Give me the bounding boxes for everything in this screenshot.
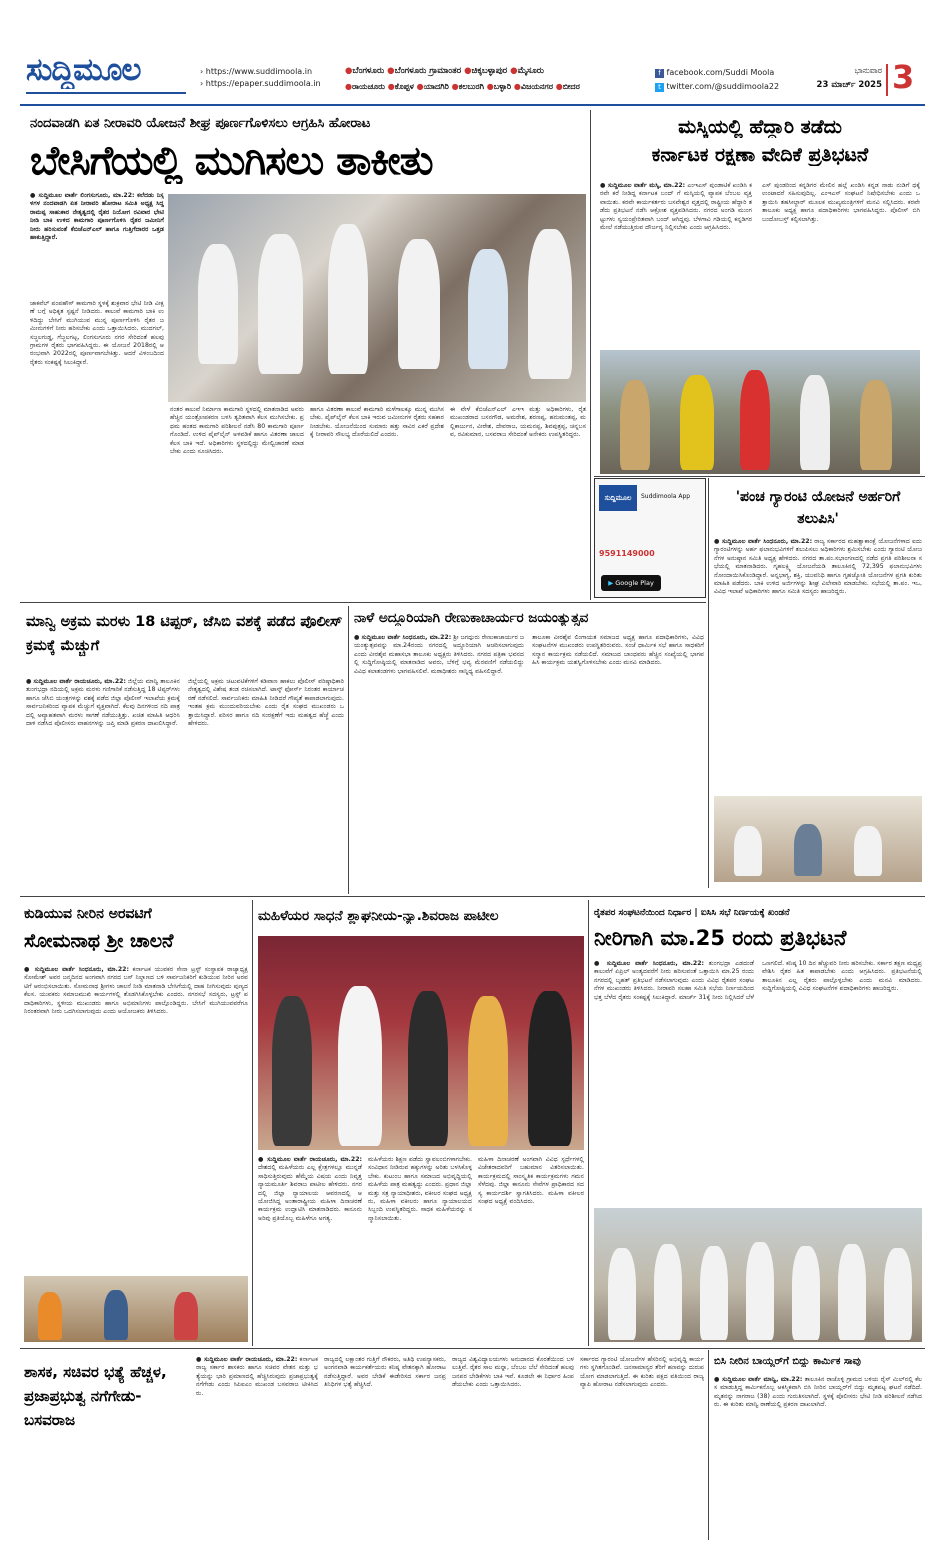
city-item[interactable]: ರಾಯಚೂರು [351, 82, 385, 91]
boiler-body: ● ಸುದ್ದಿಮೂಲ ವಾರ್ತೆ ಮಾನ್ವಿ, ಮಾ.22: ತಾಲೂಕಿನ ರಾಜೊಳ್ಳಿ ಗ್ರಾಮದ ಬಳಿಯ ರೈಸ್ ಮಿಲ್‌ನಲ್ಲಿ ಕೆಲಸ ಮಾಡುತ್ತಿದ್ದ ಕಾರ್ಮಿಕನೊಬ್ಬ ಆಕಸ್ಮಿಕವಾಗಿ ಬಿಸಿ ನೀರಿನ ಬಾಯ್ಲರ್‌ಗೆ ಬಿದ್ದು ಮೃತಪಟ್ಟ ಘಟನೆ ನಡೆದಿದೆ. ಮೃತನನ್ನು ನಾಗರಾಜ (38) ಎಂದು ಗುರುತಿಸಲಾಗಿದೆ. ಸ್ಥಳಕ್ಕೆ ಪೊಲೀಸರು ಭೇಟಿ ನೀಡಿ ಪರಿಶೀಲನೆ ನಡೆಸಿದರು. ಈ ಕುರಿತು ಮಾನ್ವಿ ಠಾಣೆಯಲ್ಲಿ ಪ್ರಕರಣ ದಾಖಲಾಗಿದೆ. [714, 1376, 922, 1409]
twitter-link[interactable]: twitter.com/@suddimoola22 [666, 82, 780, 91]
masthead-logo-underline [26, 92, 186, 94]
mla-headline: ಶಾಸಕ, ಸಚಿವರ ಭತ್ಯೆ ಹೆಚ್ಚಳ, ಪ್ರಜಾಪ್ರಭುತ್ವ ನಗೆಗೇಡು- ಬಸವರಾಜ [24, 1363, 167, 1429]
women-col-2: ಮಹಿಳೆಯರು ಶಿಕ್ಷಣ ಪಡೆದು ಸ್ವಾವಲಂಬಿಗಳಾಗಬೇಕು. ಸಂವಿಧಾನ ನೀಡಿರುವ ಹಕ್ಕುಗಳನ್ನು ಅರಿತು ಬಳಸಿಕೊಳ್ಳಬೇಕು. ಕುಟುಂಬ ಹಾಗೂ ಸಮಾಜದ ಅಭಿವೃದ್ಧಿಯಲ್ಲಿ ಮಹಿಳೆಯ ಪಾತ್ರ ಮಹತ್ವದ್ದು ಎಂದರು. ಪ್ರಧಾನ ಜಿಲ್ಲಾ ಮತ್ತು ಸತ್ರ ನ್ಯಾಯಾಧೀಶರು, ವಕೀಲರ ಸಂಘದ ಅಧ್ಯಕ್ಷರು, ಮಹಿಳಾ ವಕೀಲರು ಹಾಗೂ ನ್ಯಾಯಾಲಯದ ಸಿಬ್ಬಂದಿ ಉಪಸ್ಥಿತರಿದ್ದರು. ಸಾಧಕ ಮಹಿಳೆಯರನ್ನು ಸನ್ಮಾನಿಸಲಾಯಿತು. [368, 1156, 472, 1222]
city-item[interactable]: ಕೊಪ್ಪಳ [394, 82, 414, 91]
renuka-col-1: ● ಸುದ್ದಿಮೂಲ ವಾರ್ತೆ ಸಿಂಧನೂರು, ಮಾ.22: ಶ್ರೀ ಜಗದ್ಗುರು ರೇಣುಕಾಚಾರ್ಯರ ಜಯಂತ್ಯುತ್ಸವವನ್ನು ಮಾ.24ರಂದು ನಗರದಲ್ಲಿ ಅದ್ದೂರಿಯಾಗಿ ಆಚರಿಸಲಾಗುವುದು ಎಂದು ವೀರಶೈವ ಮಹಾಸಭಾ ತಾಲೂಕು ಅಧ್ಯಕ್ಷರು ತಿಳಿಸಿದರು. ನಗರದ ಪತ್ರಿಕಾ ಭವನದಲ್ಲಿ ಸುದ್ದಿಗೋಷ್ಠಿಯಲ್ಲಿ ಮಾತನಾಡಿದ ಅವರು, ಬೆಳಿಗ್ಗೆ ಭವ್ಯ ಮೆರವಣಿಗೆ ನಡೆಯಲಿದ್ದು ವಿವಿಧ ಕಲಾತಂಡಗಳು ಭಾಗವಹಿಸಲಿವೆ. ಮಠಾಧೀಶರು ಸಾನ್ನಿಧ್ಯ ವಹಿಸಲಿದ್ದಾರೆ. [354, 634, 524, 675]
lead-photo [168, 194, 586, 402]
women-photo [258, 936, 584, 1150]
divider [20, 896, 925, 897]
maski-story [594, 110, 925, 478]
city-item[interactable]: ಬೆಂಗಳೂರು ಗ್ರಾಮಾಂತರ [394, 66, 462, 76]
lead-col-2: ನಂತರ ಕಾಲುವೆ ನಿರ್ಮಾಣ ಕಾಮಗಾರಿ ಸ್ಥಳದಲ್ಲಿ ಮಾತನಾಡಿದ ಅವರು ಹೆಚ್ಚಿನ ಯಂತ್ರೋಪಕರಣ ಬಳಸಿ ತ್ವರಿತವಾಗಿ ಕೆಲಸ ಮುಗಿಸಬೇಕು. ಪ್ರಥಮ ಹಂತದ ಕಾಮಗಾರಿ ಪರಿಶೀಲನೆ ನಡೆಸಿ 80 ಕಾಮಗಾರಿ ಪೂರ್ಣಗೊಂಡಿದೆ. ಉಳಿದ ಪೈಪ್‌ಲೈನ್ ಅಳವಡಿಕೆ ಹಾಗೂ ವಿತರಣಾ ಜಾಲದ ಕೆಲಸ ಬಾಕಿ ಇದೆ. ಅಧಿಕಾರಿಗಳು ಸ್ಥಳದಲ್ಲಿದ್ದು ಮೇಲ್ವಿಚಾರಣೆ ಮಾಡಬೇಕು ಎಂದು ಸೂಚಿಸಿದರು. [170, 406, 304, 456]
mla-col-1: ● ಸುದ್ದಿಮೂಲ ವಾರ್ತೆ ರಾಯಚೂರು, ಮಾ.22: ಕರ್ನಾಟಕ ರಾಜ್ಯ ಸರ್ಕಾರ ಶಾಸಕರು ಹಾಗೂ ಸಚಿವರ ವೇತನ ಮತ್ತು ಭತ್ಯೆಯನ್ನು ಭಾರಿ ಪ್ರಮಾಣದಲ್ಲಿ ಹೆಚ್ಚಿಸಿರುವುದು ಪ್ರಜಾಪ್ರಭುತ್ವಕ್ಕೆ ನಗೆಗೇಡು ಎಂದು ಸಿಪಿಐಎಂ ಮುಖಂಡ ಬಸವರಾಜ ಟೀಕಿಸಿದರು. [196, 1356, 318, 1397]
divider [20, 602, 706, 603]
date-divider [886, 64, 888, 96]
renuka-byline: ● ಸುದ್ದಿಮೂಲ ವಾರ್ತೆ ಸಿಂಧನೂರು, ಮಾ.22: [354, 634, 452, 641]
lead-story [20, 110, 588, 600]
lead-byline: ● ಸುದ್ದಿಮೂಲ ವಾರ್ತೆ ಲಿಂಗಸುಗೂರು, ಮಾ.22: [30, 192, 135, 199]
city-item[interactable]: ಚಿಕ್ಕಬಳ್ಳಾಪುರ [471, 66, 508, 76]
ad-title: ಸುದ್ದಿಮೂಲ [599, 485, 637, 511]
mla-story [20, 1350, 706, 1540]
play-icon: ▶ [608, 579, 614, 587]
lead-intro: ● ಸುದ್ದಿಮೂಲ ವಾರ್ತೆ ಲಿಂಗಸುಗೂರು, ಮಾ.22: ಕಲೆದಡು ನಿಸ್ಸಳಗಳ ನಂದವಾಡಗಿ ಏತ ನೀರಾವರಿ ಹೋರಾಟ ಸಮಿತಿ ಅಧ್ಯಕ್ಷ ಸಿದ್ದರಾಮಪ್ಪ ಸಾಹುಕಾರ ನೇತೃತ್ವದಲ್ಲಿ ರೈತರ ನಿಯೋಗ ರವಿವಾರ ಭೇಟಿ ನೀಡಿ ಬಾಕಿ ಉಳಿದ ಕಾಮಗಾರಿ ಪೂರ್ಣಗೊಳಿಸಿ ರೈತರ ಜಮೀನಿಗೆ ನೀರು ಹರಿಸುವಂತೆ ಕೆಬಿಜೆಎನ್‌ಎಲ್ ಹಾಗೂ ಗುತ್ತಿಗೆದಾರರ ಒತ್ತಡ ಹಾಕುತ್ತಿದ್ದಾರೆ. [30, 192, 164, 242]
city-row-1: ●ಬೆಂಗಳೂರು ●ಬೆಂಗಳೂರು ಗ್ರಾಮಾಂತರ ●ಚಿಕ್ಕಬಳ್ಳಾಪುರ ●ಮೈಸೂರು [345, 66, 545, 76]
renuka-headline: ನಾಳೆ ಅದ್ದೂರಿಯಾಗಿ ರೇಣುಕಾಚಾರ್ಯರ ಜಯಂತ್ಯುತ್ಸವ [354, 610, 589, 626]
city-item[interactable]: ಮೈಸೂರು [517, 66, 545, 76]
facebook-link[interactable]: facebook.com/Suddi Moola [666, 68, 775, 77]
divider [590, 110, 591, 600]
lead-col-1: ಜಾಕವೆಲ್ ಪಂಪಹೌಸ್ ಕಾಮಗಾರಿ ಸ್ಥಳಕ್ಕೆ ಶುಕ್ರವಾರ ಭೇಟಿ ನೀಡಿ ವೀಕ್ಷಣೆ ಬಗ್ಗೆ ಅಧಿಕೃತ ಸ್ಪಷ್ಟನೆ ನೀಡಿದರು. ಕಾಲುವೆ ಕಾಮಗಾರಿ ಬಾಕಿ ಉಳಿದಿದ್ದು ಬೇಸಿಗೆ ಮುಗಿಯುವ ಮುನ್ನ ಪೂರ್ಣಗೊಳಿಸಿ ರೈತರ ಜಮೀನುಗಳಿಗೆ ನೀರು ಹರಿಸಬೇಕು ಎಂದು ಒತ್ತಾಯಿಸಿದರು. ಮುದಗಲ್, ಸಜ್ಜಲಗುಡ್ಡ, ಗೆಜ್ಜಲಗಟ್ಟ, ಲಿಂಗಸುಗೂರು ನಗರ ಸೇರಿದಂತೆ ಹಲವು ಗ್ರಾಮಗಳ ರೈತರು ಭಾಗವಹಿಸಿದ್ದರು. ಈ ಯೋಜನೆ 2018ರಲ್ಲಿ ಆರಂಭವಾಗಿ 2022ರಲ್ಲಿ ಪೂರ್ಣವಾಗಬೇಕಿತ್ತು. ಆದರೆ ವಿಳಂಬದಿಂದ ರೈತರು ಸಂಕಷ್ಟಕ್ಕೆ ಸಿಲುಕಿದ್ದಾರೆ. [30, 300, 164, 366]
water-kicker: ಕುಡಿಯುವ ನೀರಿನ ಅರವಟಿಗೆ [24, 906, 152, 922]
farmers-photo [594, 1208, 922, 1342]
ad-app-name: Suddimoola App [641, 493, 691, 500]
guarantee-byline: ● ಸುದ್ದಿಮೂಲ ವಾರ್ತೆ ಸಿಂಧನೂರು, ಮಾ.22: [714, 538, 813, 545]
masthead-logo: ಸುದ್ದಿಮೂಲ [26, 52, 141, 88]
lead-col-4: ಈ ವೇಳೆ ಕೆಬಿಜೆಎನ್‌ಎಲ್ ಎಇಇ ಮತ್ತು ಅಧಿಕಾರಿಗಳು, ರೈತ ಮುಖಂಡರಾದ ಬಸನಗೌಡ, ಅಮರೇಶ, ಶರಣಪ್ಪ, ಹನುಮಂತಪ್ಪ, ಮಲ್ಲಿಕಾರ್ಜುನ, ವೀರೇಶ, ದೇವರಾಜ, ಯಮನಪ್ಪ, ಶಿವಪುತ್ರಪ್ಪ, ಚನ್ನಬಸವ, ರವಿಕುಮಾರ, ಬಸವರಾಜ ಸೇರಿದಂತೆ ಅನೇಕರು ಉಪಸ್ಥಿತರಿದ್ದರು. [450, 406, 586, 439]
city-item[interactable]: ಬೀದರ [562, 82, 580, 91]
guarantee-headline: 'ಪಂಚ ಗ್ಯಾರಂಟಿ ಯೋಜನೆ ಅರ್ಹರಿಗೆ ತಲುಪಿಸಿ' [735, 489, 901, 527]
masthead [0, 0, 945, 106]
ad-phone: 9591149000 [599, 549, 655, 558]
divider [708, 478, 709, 888]
city-item[interactable]: ಬೆಂಗಳೂರು [352, 66, 385, 76]
city-item[interactable]: ಯಾದಗಿರಿ [423, 82, 449, 91]
app-ad[interactable] [594, 478, 706, 598]
mla-col-2: ರಾಜ್ಯದಲ್ಲಿ ಲಕ್ಷಾಂತರ ಗುತ್ತಿಗೆ ನೌಕರರು, ಅತಿಥಿ ಉಪನ್ಯಾಸಕರು, ಅಂಗನವಾಡಿ ಕಾರ್ಯಕರ್ತೆಯರು ಕನಿಷ್ಠ ವೇತನಕ್ಕಾಗಿ ಹೋರಾಟ ನಡೆಸುತ್ತಿದ್ದಾರೆ. ಅವರ ಬೇಡಿಕೆ ಈಡೇರಿಸದ ಸರ್ಕಾರ ಜನಪ್ರತಿನಿಧಿಗಳ ಭತ್ಯೆ ಹೆಚ್ಚಿಸಿದೆ. [324, 1356, 446, 1389]
divider [348, 606, 349, 894]
renuka-col-2: ತಾಲೂಕಾ ವೀರಶೈವ ಲಿಂಗಾಯತ ಸಮಾಜದ ಅಧ್ಯಕ್ಷ ಹಾಗೂ ಪದಾಧಿಕಾರಿಗಳು, ವಿವಿಧ ಸಂಘಟನೆಗಳ ಮುಖಂಡರು ಉಪಸ್ಥಿತರಿರುವರು. ಸಂಜೆ ಧಾರ್ಮಿಕ ಸಭೆ ಹಾಗೂ ಸಾಧಕರಿಗೆ ಸನ್ಮಾನ ಕಾರ್ಯಕ್ರಮ ನಡೆಯಲಿದೆ. ಸಮಾಜದ ಬಾಂಧವರು ಹೆಚ್ಚಿನ ಸಂಖ್ಯೆಯಲ್ಲಿ ಭಾಗವಹಿಸಿ ಕಾರ್ಯಕ್ರಮ ಯಶಸ್ವಿಗೊಳಿಸಬೇಕು ಎಂದು ಮನವಿ ಮಾಡಿದರು. [532, 634, 704, 667]
guarantee-story [710, 478, 925, 888]
lead-kicker: ನಂದವಾಡಗಿ ಏತ ನೀರಾವರಿ ಯೋಜನೆ ಶೀಘ್ರ ಪೂರ್ಣಗೊಳಿಸಲು ಆಗ್ರಹಿಸಿ ಹೋರಾಟ [30, 116, 371, 131]
maski-col-2: ಎಸ್ ಪುಂಡರಿಂದ ಕನ್ನಡಿಗರ ಮೇಲಿನ ಹಲ್ಲೆ ಖಂಡಿಸಿ ಕನ್ನಡ ನಾಡು ನುಡಿಗೆ ಧಕ್ಕೆ ಉಂಟಾದರೆ ಸಹಿಸುವುದಿಲ್ಲ. ಎಂಇಎಸ್ ಸಂಘಟನೆ ನಿಷೇಧಿಸಬೇಕು ಎಂದು ಒತ್ತಾಯಿಸಿ ತಹಸೀಲ್ದಾರ್ ಮೂಲಕ ಮುಖ್ಯಮಂತ್ರಿಗಳಿಗೆ ಮನವಿ ಸಲ್ಲಿಸಿದರು. ಕರವೇ ತಾಲೂಕು ಅಧ್ಯಕ್ಷ ಹಾಗೂ ಪದಾಧಿಕಾರಿಗಳು ಭಾಗವಹಿಸಿದ್ದರು. ಪೊಲೀಸ್ ಬಿಗಿ ಬಂದೋಬಸ್ತ್ ಕಲ್ಪಿಸಲಾಗಿತ್ತು. [762, 182, 920, 223]
women-headline: ಮಹಿಳೆಯರ ಸಾಧನೆ ಶ್ಲಾಘನೀಯ-ನ್ಯಾ.ಶಿವರಾಜ ಪಾಟೀಲ [258, 908, 499, 924]
issue-date: 23 ಮಾರ್ಚ್ 2025 [816, 80, 882, 90]
sand-col-1: ● ಸುದ್ದಿಮೂಲ ವಾರ್ತೆ ರಾಯಚೂರು, ಮಾ.22: ಜಿಲ್ಲೆಯ ಮಾನ್ವಿ ತಾಲೂಕಿನ ತುಂಗಭದ್ರಾ ನದಿಯಲ್ಲಿ ಅಕ್ರಮ ಮರಳು ಗಣಿಗಾರಿಕೆ ನಡೆಸುತ್ತಿದ್ದ 18 ಟಿಪ್ಪರ್‌ಗಳು ಹಾಗೂ ಜೆಸಿಬಿ ಯಂತ್ರಗಳನ್ನು ವಶಕ್ಕೆ ಪಡೆದ ಜಿಲ್ಲಾ ಪೊಲೀಸ್ ಇಲಾಖೆಯ ಕ್ರಮಕ್ಕೆ ಸಾರ್ವಜನಿಕರಿಂದ ವ್ಯಾಪಕ ಮೆಚ್ಚುಗೆ ವ್ಯಕ್ತವಾಗಿದೆ. ಕೆಲವು ದಿನಗಳಿಂದ ನದಿ ಪಾತ್ರದಲ್ಲಿ ಅವ್ಯಾಹತವಾಗಿ ಮರಳು ಸಾಗಣೆ ನಡೆಯುತ್ತಿತ್ತು. ಖಚಿತ ಮಾಹಿತಿ ಆಧರಿಸಿ ದಾಳಿ ನಡೆಸಿದ ಪೊಲೀಸರು ವಾಹನಗಳನ್ನು ಜಪ್ತಿ ಮಾಡಿ ಪ್ರಕರಣ ದಾಖಲಿಸಿದ್ದಾರೆ. [26, 678, 180, 728]
farmers-body: ● ಸುದ್ದಿಮೂಲ ವಾರ್ತೆ ಸಿಂಧನೂರು, ಮಾ.22: ತುಂಗಭದ್ರಾ ಎಡದಂಡೆ ಕಾಲುವೆಗೆ ಏಪ್ರಿಲ್ ಅಂತ್ಯದವರೆಗೆ ನೀರು ಹರಿಸುವಂತೆ ಒತ್ತಾಯಿಸಿ ಮಾ.25 ರಂದು ನಗರದಲ್ಲಿ ಬೃಹತ್ ಪ್ರತಿಭಟನೆ ನಡೆಸಲಾಗುವುದು ಎಂದು ವಿವಿಧ ರೈತಪರ ಸಂಘಟನೆಗಳ ಮುಖಂಡರು ತಿಳಿಸಿದರು. ನೀರಾವರಿ ಸಲಹಾ ಸಮಿತಿ ಸಭೆಯ ನಿರ್ಣಯದಿಂದ ಭತ್ತ ಬೆಳೆದ ರೈತರು ಸಂಕಷ್ಟಕ್ಕೆ ಸಿಲುಕಿದ್ದಾರೆ. ಮಾರ್ಚ್ 31ಕ್ಕೆ ನೀರು ನಿಲ್ಲಿಸಿದರೆ ಬೆಳೆ ಒಣಗಲಿದೆ. ಕನಿಷ್ಠ 10 ದಿನ ಹೆಚ್ಚುವರಿ ನೀರು ಹರಿಸಬೇಕು. ಸರ್ಕಾರ ತಕ್ಷಣ ಮಧ್ಯಪ್ರವೇಶಿಸಿ ರೈತರ ಹಿತ ಕಾಪಾಡಬೇಕು ಎಂದು ಆಗ್ರಹಿಸಿದರು. ಪ್ರತಿಭಟನೆಯಲ್ಲಿ ತಾಲೂಕಿನ ಎಲ್ಲ ರೈತರು ಪಾಲ್ಗೊಳ್ಳಬೇಕು ಎಂದು ಮನವಿ ಮಾಡಿದರು. ಸುದ್ದಿಗೋಷ್ಠಿಯಲ್ಲಿ ವಿವಿಧ ಸಂಘಟನೆಗಳ ಪದಾಧಿಕಾರಿಗಳು ಹಾಜರಿದ್ದರು. [594, 960, 922, 1001]
city-item[interactable]: ವಿಜಯನಗರ [520, 82, 553, 91]
farmers-headline: ನೀರಿಗಾಗಿ ಮಾ.25 ರಂದು ಪ್ರತಿಭಟನೆ [594, 926, 847, 950]
city-item[interactable]: ಕಲಬುರಗಿ [458, 82, 484, 91]
divider [20, 1348, 925, 1349]
maski-photo [600, 350, 920, 474]
url-list: › https://www.suddimoola.in › https://epaper.suddimoola.in [200, 67, 321, 88]
divider [252, 900, 253, 1346]
facebook-icon: f [655, 69, 664, 78]
maski-kicker: ಮಸ್ಕಿಯಲ್ಲಿ ಹೆದ್ದಾರಿ ತಡೆದು [678, 116, 842, 138]
page-number: 3 [892, 58, 915, 96]
sand-col-2: ಜಿಲ್ಲೆಯಲ್ಲಿ ಅಕ್ರಮ ಚಟುವಟಿಕೆಗಳಿಗೆ ಕಡಿವಾಣ ಹಾಕಲು ಪೊಲೀಸ್ ವರಿಷ್ಠಾಧಿಕಾರಿ ನೇತೃತ್ವದಲ್ಲಿ ವಿಶೇಷ ತಂಡ ರಚಿಸಲಾಗಿದೆ. ಟಾಸ್ಕ್ ಫೋರ್ಸ್ ನಿರಂತರ ಕಾರ್ಯಾಚರಣೆ ನಡೆಸಲಿದೆ. ಸಾರ್ವಜನಿಕರು ಮಾಹಿತಿ ನೀಡಿದರೆ ಗೌಪ್ಯತೆ ಕಾಪಾಡಲಾಗುವುದು. ಇಂತಹ ಕ್ರಮ ಮುಂದುವರಿಯಬೇಕು ಎಂದು ರೈತ ಸಂಘದ ಮುಖಂಡರು ಒತ್ತಾಯಿಸಿದ್ದಾರೆ. ಪರಿಸರ ಹಾಗೂ ನದಿ ಸಂರಕ್ಷಣೆಗೆ ಇದು ಮಹತ್ವದ ಹೆಜ್ಜೆ ಎಂದು ಹೇಳಿದರು. [188, 678, 344, 728]
water-body: ● ಸುದ್ದಿಮೂಲ ವಾರ್ತೆ ಸಿಂಧನೂರು, ಮಾ.22: ಕರ್ನಾಟಕ ಯುವಕರ ಸೇನಾ ಟ್ರಸ್ಟ್ ಸಂಸ್ಥಾಪಕ ರಾಜ್ಯಾಧ್ಯಕ್ಷ ಸೋಮೇಶ್ ಅವರ ಜನ್ಮದಿನದ ಅಂಗವಾಗಿ ನಗರದ ಬಸ್ ನಿಲ್ದಾಣದ ಬಳಿ ಸಾರ್ವಜನಿಕರಿಗೆ ಕುಡಿಯುವ ನೀರಿನ ಅರವಟಿಗೆ ಆರಂಭಿಸಲಾಯಿತು. ಸೋಮನಾಥ ಶ್ರೀಗಳು ಚಾಲನೆ ನೀಡಿ ಮಾತನಾಡಿ ಬೇಸಿಗೆಯಲ್ಲಿ ದಾಹ ನೀಗಿಸುವುದು ಪುಣ್ಯದ ಕೆಲಸ. ಯುವಕರು ಸಮಾಜಮುಖಿ ಕಾರ್ಯಗಳಲ್ಲಿ ತೊಡಗಿಸಿಕೊಳ್ಳಬೇಕು ಎಂದರು. ನಗರಸಭೆ ಸದಸ್ಯರು, ಟ್ರಸ್ಟ್ ಪದಾಧಿಕಾರಿಗಳು, ಸ್ಥಳೀಯ ಮುಖಂಡರು ಹಾಗೂ ಅಭಿಮಾನಿಗಳು ಪಾಲ್ಗೊಂಡಿದ್ದರು. ಬೇಸಿಗೆ ಮುಗಿಯುವವರೆಗೂ ನಿರಂತರವಾಗಿ ನೀರು ಒದಗಿಸಲಾಗುವುದು ಎಂದು ಆಯೋಜಕರು ತಿಳಿಸಿದರು. [24, 966, 248, 1016]
women-col-3: ಮಹಿಳಾ ದಿನಾಚರಣೆ ಅಂಗವಾಗಿ ವಿವಿಧ ಸ್ಪರ್ಧೆಗಳಲ್ಲಿ ವಿಜೇತರಾದವರಿಗೆ ಬಹುಮಾನ ವಿತರಿಸಲಾಯಿತು. ಕಾರ್ಯಕ್ರಮದಲ್ಲಿ ಸಾಂಸ್ಕೃತಿಕ ಕಾರ್ಯಕ್ರಮಗಳು ಗಮನ ಸೆಳೆದವು. ಜಿಲ್ಲಾ ಕಾನೂನು ಸೇವೆಗಳ ಪ್ರಾಧಿಕಾರದ ಸದಸ್ಯ ಕಾರ್ಯದರ್ಶಿ ಸ್ವಾಗತಿಸಿದರು. ಮಹಿಳಾ ವಕೀಲರ ಸಂಘದ ಅಧ್ಯಕ್ಷೆ ವಂದಿಸಿದರು. [478, 1156, 584, 1206]
water-photo [24, 1276, 248, 1342]
water-byline: ● ಸುದ್ದಿಮೂಲ ವಾರ್ತೆ ಸಿಂಧನೂರು, ಮಾ.22: [24, 966, 129, 973]
water-headline: ಸೋಮನಾಥ ಶ್ರೀ ಚಾಲನೆ [24, 930, 174, 952]
maski-col-1: ● ಸುದ್ದಿಮೂಲ ವಾರ್ತೆ ಮಸ್ಕಿ, ಮಾ.22: ಎಂಇಎಸ್ ಪುಂಡಾಟಿಕೆ ಖಂಡಿಸಿ ಕರವೇ ಕರೆ ನೀಡಿದ್ದ ಕರ್ನಾಟಕ ಬಂದ್ ಗೆ ಮಸ್ಕಿಯಲ್ಲಿ ವ್ಯಾಪಕ ಬೆಂಬಲ ವ್ಯಕ್ತವಾಯಿತು. ಕರವೇ ಕಾರ್ಯಕರ್ತರು ಬಸವೇಶ್ವರ ವೃತ್ತದಲ್ಲಿ ರಾಷ್ಟ್ರೀಯ ಹೆದ್ದಾರಿ ತಡೆದು ಪ್ರತಿಭಟನೆ ನಡೆಸಿ ಆಕ್ರೋಶ ವ್ಯಕ್ತಪಡಿಸಿದರು. ನಗರದ ಅಂಗಡಿ ಮುಂಗಟ್ಟುಗಳು ಸ್ವಯಂಪ್ರೇರಿತವಾಗಿ ಬಂದ್ ಆಗಿದ್ದವು. ಬೆಳಗಾವಿ ಗಡಿಯಲ್ಲಿ ಕನ್ನಡಿಗರ ಮೇಲೆ ನಡೆಯುತ್ತಿರುವ ದೌರ್ಜನ್ಯ ನಿಲ್ಲಿಸಬೇಕು ಎಂದು ಆಗ್ರಹಿಸಿದರು. [600, 182, 752, 232]
renuka-story [350, 606, 706, 894]
women-byline: ● ಸುದ್ದಿಮೂಲ ವಾರ್ತೆ ರಾಯಚೂರು, ಮಾ.22: [258, 1156, 362, 1163]
lead-headline: ಬೇಸಿಗೆಯಲ್ಲಿ ಮುಗಿಸಲು ತಾಕೀತು [30, 138, 433, 184]
mla-col-4: ಸರ್ಕಾರದ ಗ್ಯಾರಂಟಿ ಯೋಜನೆಗಳ ಹೆಸರಿನಲ್ಲಿ ಅಭಿವೃದ್ಧಿ ಕಾರ್ಯಗಳು ಸ್ಥಗಿತಗೊಂಡಿವೆ. ಜನಸಾಮಾನ್ಯರ ತೆರಿಗೆ ಹಣವನ್ನು ದುರುಪಯೋಗ ಮಾಡಲಾಗುತ್ತಿದೆ. ಈ ಕುರಿತು ಪಕ್ಷದ ವತಿಯಿಂದ ರಾಜ್ಯವ್ಯಾಪಿ ಹೋರಾಟ ನಡೆಸಲಾಗುವುದು ಎಂದರು. [580, 1356, 704, 1389]
guarantee-body: ● ಸುದ್ದಿಮೂಲ ವಾರ್ತೆ ಸಿಂಧನೂರು, ಮಾ.22: ರಾಜ್ಯ ಸರ್ಕಾರದ ಮಹತ್ವಾಕಾಂಕ್ಷೆ ಯೋಜನೆಗಳಾದ ಐದು ಗ್ಯಾರಂಟಿಗಳನ್ನು ಅರ್ಹ ಫಲಾನುಭವಿಗಳಿಗೆ ತಲುಪಿಸಲು ಅಧಿಕಾರಿಗಳು ಶ್ರಮಿಸಬೇಕು ಎಂದು ಗ್ಯಾರಂಟಿ ಯೋಜನೆಗಳ ಅನುಷ್ಠಾನ ಸಮಿತಿ ಅಧ್ಯಕ್ಷ ಹೇಳಿದರು. ನಗರದ ತಾ.ಪಂ.ಸಭಾಂಗಣದಲ್ಲಿ ನಡೆದ ಪ್ರಗತಿ ಪರಿಶೀಲನಾ ಸಭೆಯಲ್ಲಿ ಮಾತನಾಡಿದರು. ಗೃಹಲಕ್ಷ್ಮಿ ಯೋಜನೆಯಡಿ ತಾಲೂಕಿನಲ್ಲಿ 72,395 ಫಲಾನುಭವಿಗಳು ನೋಂದಾಯಿಸಿಕೊಂಡಿದ್ದಾರೆ. ಅನ್ನಭಾಗ್ಯ, ಶಕ್ತಿ, ಯುವನಿಧಿ ಹಾಗೂ ಗೃಹಜ್ಯೋತಿ ಯೋಜನೆಗಳ ಪ್ರಗತಿ ಕುರಿತು ಮಾಹಿತಿ ಪಡೆದರು. ಬಾಕಿ ಉಳಿದ ಅರ್ಜಿಗಳನ್ನು ಶೀಘ್ರ ವಿಲೇವಾರಿ ಮಾಡಬೇಕು. ಸಭೆಯಲ್ಲಿ ತಾ.ಪಂ. ಇಒ, ವಿವಿಧ ಇಲಾಖೆ ಅಧಿಕಾರಿಗಳು ಹಾಗೂ ಸಮಿತಿ ಸದಸ್ಯರು ಹಾಜರಿದ್ದರು. [714, 538, 922, 596]
farmers-kicker: ರೈತಪರ ಸಂಘಟನೆಯಿಂದ ನಿರ್ಧಾರ | ಐಸಿಸಿ ಸಭೆ ನಿರ್ಣಯಕ್ಕೆ ಖಂಡನೆ [594, 908, 790, 918]
mla-col-3: ರಾಜ್ಯದ ವಿಶ್ವವಿದ್ಯಾಲಯಗಳು ಅನುದಾನದ ಕೊರತೆಯಿಂದ ಬಳಲುತ್ತಿವೆ. ರೈತರ ಸಾಲ ಮನ್ನಾ, ಬೆಂಬಲ ಬೆಲೆ ಸೇರಿದಂತೆ ಹಲವು ಜನಪರ ಬೇಡಿಕೆಗಳು ಬಾಕಿ ಇವೆ. ಕೂಡಲೇ ಈ ನಿರ್ಧಾರ ಹಿಂಪಡೆಯಬೇಕು ಎಂದು ಒತ್ತಾಯಿಸಿದರು. [452, 1356, 574, 1389]
boiler-byline: ● ಸುದ್ದಿಮೂಲ ವಾರ್ತೆ ಮಾನ್ವಿ, ಮಾ.22: [714, 1376, 803, 1383]
guarantee-photo [714, 796, 922, 882]
issue-day: ಭಾನುವಾರ [854, 66, 882, 75]
divider [594, 476, 925, 477]
google-play-badge[interactable]: ▶ Google Play [601, 575, 661, 591]
epaper-link[interactable]: https://epaper.suddimoola.in [205, 79, 321, 88]
farmers-story [590, 900, 925, 1346]
divider [708, 1350, 709, 1540]
lead-col-3: ಹಾಗೂ ವಿತರಣಾ ಕಾಲುವೆ ಕಾಮಗಾರಿ ಮಳೆಗಾಲಕ್ಕೂ ಮುನ್ನ ಮುಗಿಸಬೇಕು. ಪೈಪ್‌ಲೈನ್ ಕೆಲಸ ಬಾಕಿ ಇರುವ ಜಮೀನುಗಳ ರೈತರು ಸಹಕಾರ ನೀಡಬೇಕು. ಯೋಜನೆಯಿಂದ ಸುಮಾರು ಹತ್ತು ಸಾವಿರ ಎಕರೆ ಪ್ರದೇಶಕ್ಕೆ ನೀರಾವರಿ ಸೌಲಭ್ಯ ದೊರೆಯಲಿದೆ ಎಂದರು. [310, 406, 444, 439]
sand-headline: ಮಾನ್ವಿ ಅಕ್ರಮ ಮರಳು 18 ಟಿಪ್ಪರ್, ಜೆಸಿಬಿ ವಶಕ್ಕೆ ಪಡೆದ ಪೊಲೀಸ್ ಕ್ರಮಕ್ಕೆ ಮೆಚ್ಚುಗೆ [26, 614, 343, 654]
women-story [254, 900, 586, 1346]
boiler-headline: ಬಿಸಿ ನೀರಿನ ಬಾಯ್ಲರ್‌ಗೆ ಬಿದ್ದು ಕಾರ್ಮಿಕ ಸಾವು [714, 1356, 861, 1367]
divider [588, 900, 589, 1346]
city-row-2: ●ರಾಯಚೂರು ●ಕೊಪ್ಪಳ ●ಯಾದಗಿರಿ ●ಕಲಬುರಗಿ ●ಬಳ್ಳಾರಿ ●ವಿಜಯನಗರ ●ಬೀದರ [345, 82, 580, 91]
website-link[interactable]: https://www.suddimoola.in [205, 67, 313, 76]
water-story [20, 900, 250, 1346]
social-links [655, 66, 805, 94]
maski-headline: ಕರ್ನಾಟಕ ರಕ್ಷಣಾ ವೇದಿಕೆ ಪ್ರತಿಭಟನೆ [651, 144, 869, 166]
maski-byline: ● ಸುದ್ದಿಮೂಲ ವಾರ್ತೆ ಮಸ್ಕಿ, ಮಾ.22: [600, 182, 686, 189]
women-col-1: ● ಸುದ್ದಿಮೂಲ ವಾರ್ತೆ ರಾಯಚೂರು, ಮಾ.22: ದೇಶದಲ್ಲಿ ಮಹಿಳೆಯರು ಎಲ್ಲ ಕ್ಷೇತ್ರಗಳಲ್ಲೂ ಮುನ್ನಡೆ ಸಾಧಿಸುತ್ತಿರುವುದು ಹೆಮ್ಮೆಯ ವಿಷಯ ಎಂದು ನಿವೃತ್ತ ನ್ಯಾಯಮೂರ್ತಿ ಶಿವರಾಜ ಪಾಟೀಲ ಹೇಳಿದರು. ನಗರದಲ್ಲಿ ಜಿಲ್ಲಾ ನ್ಯಾಯಾಲಯ ಆವರಣದಲ್ಲಿ ಆಯೋಜಿಸಿದ್ದ ಅಂತಾರಾಷ್ಟ್ರೀಯ ಮಹಿಳಾ ದಿನಾಚರಣೆ ಕಾರ್ಯಕ್ರಮ ಉದ್ಘಾಟಿಸಿ ಮಾತನಾಡಿದರು. ಕಾನೂನು ಅರಿವು ಪ್ರತಿಯೊಬ್ಬ ಮಹಿಳೆಗೂ ಅಗತ್ಯ. [258, 1156, 362, 1222]
sand-story [20, 606, 346, 894]
farmers-byline: ● ಸುದ್ದಿಮೂಲ ವಾರ್ತೆ ಸಿಂಧನೂರು, ಮಾ.22: [594, 960, 705, 967]
boiler-story [710, 1350, 925, 1540]
twitter-icon: t [655, 83, 664, 92]
mla-byline: ● ಸುದ್ದಿಮೂಲ ವಾರ್ತೆ ರಾಯಚೂರು, ಮಾ.22: [196, 1356, 298, 1363]
sand-byline: ● ಸುದ್ದಿಮೂಲ ವಾರ್ತೆ ರಾಯಚೂರು, ಮಾ.22: [26, 678, 126, 685]
city-item[interactable]: ಬಳ್ಳಾರಿ [493, 82, 512, 91]
